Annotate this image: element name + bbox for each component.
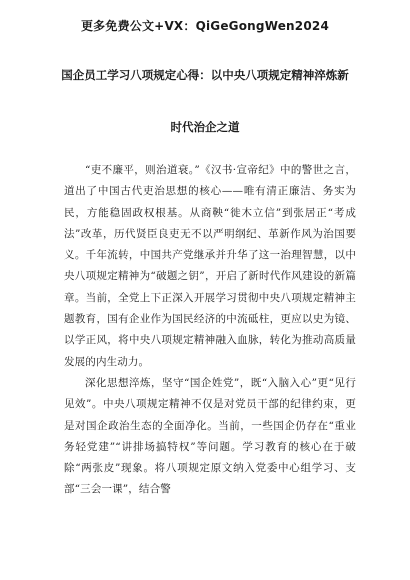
body-paragraph-1: “吏不廉平，则治道衰。”《汉书·宣帝纪》中的警世之言，道出了中国古代吏治思想的核心——唯有清正廉洁、务实为民，方能稳固政权根基。从商鞅“徙木立信”到张居正“考成法”改革，历代贤臣良吏无不以严明纲纪、革新作风为治国要义。千年流转，中国共产党继承并升华了这一治理智慧，以中央八项规定精神为“破题之钥”，开启了新时代作风建设的新篇章。当前，全党上下正深入开展学习贯彻中央八项规定精神主题教育，国有企业作为国民经济的中流砥柱，更应以史为镜、以学正风，将中央八项规定精神融入血脉，转化为推动高质量发展的内生动力。 [64,164,356,368]
header-promo-note: 更多免费公文+VX：QiGeGongWen2024 [80,19,329,33]
document-body [64,160,356,501]
document-title-line-1: 国企员工学习八项规定心得：以中央八项规定精神淬炼新 [61,68,349,82]
document-title-line-2: 时代治企之道 [170,120,240,134]
body-paragraph-2: 深化思想淬炼，坚守“国企姓党”，既“入脑入心”更“见行见效”。中央八项规定精神不仅是对党员干部的纪律约束，更是对国企政治生态的全面净化。当前，一些国企仍存在“重业务轻党建”“讲排场搞特权”等问题。学习教育的核心在于破除“两张皮”现象。将八项规定原文纳入党委中心组学习、支部“三会一课”，结合警 [64,376,356,496]
